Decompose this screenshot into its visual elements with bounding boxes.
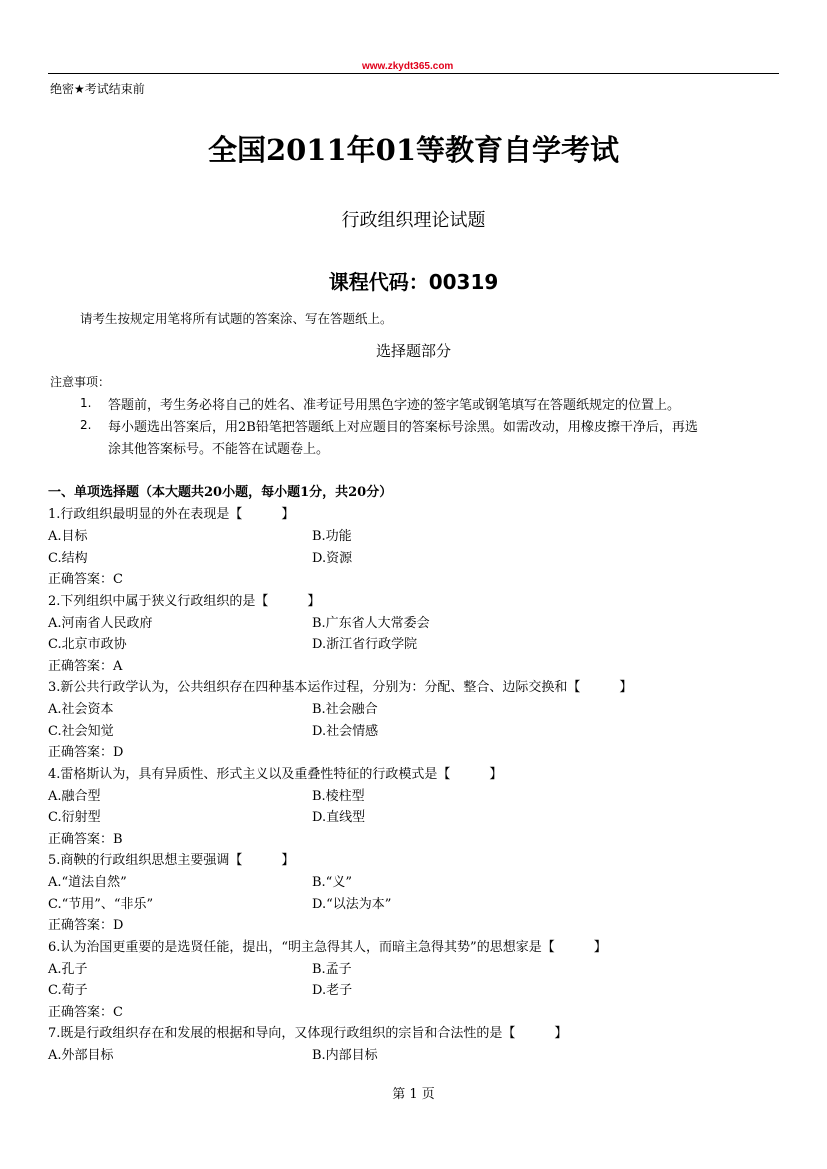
option-d: D.直线型 [312,810,366,825]
option-b: B.棱柱型 [312,789,365,804]
option-a: A.融合型 [48,789,101,804]
option-d: D.老子 [312,983,353,998]
question-stem: 4.雷格斯认为，具有异质性、形式主义以及重叠性特征的行政模式是【 】 [48,767,503,782]
option-d: D.社会情感 [312,724,379,739]
note-text: 每小题选出答案后，用2B铅笔把答题纸上对应题目的答案标号涂黑。如需改动，用橡皮擦干净后，再选 [108,420,698,435]
note-number: 1. [80,396,92,410]
exam-title: 全国2011年01等教育自学考试 [207,133,620,167]
page-number: 第 1 页 [392,1087,435,1102]
option-b: B.“义” [312,875,352,890]
option-a: A.孔子 [48,962,88,977]
option-a: A.外部目标 [48,1048,114,1063]
option-c: C.社会知觉 [48,724,114,739]
correct-answer: 正确答案：D [48,918,124,933]
option-d: D.资源 [312,551,353,566]
instruction: 请考生按规定用笔将所有试题的答案涂、写在答题纸上。 [80,311,393,326]
option-c: C.结构 [48,551,88,566]
question-stem: 3.新公共行政学认为，公共组织存在四种基本运作过程，分别为：分配、整合、边际交换和【 】 [48,680,633,695]
option-a: A.目标 [48,529,88,544]
note-number: 2. [80,418,92,432]
option-b: B.社会融合 [312,702,378,717]
header-url: www.zkydt365.com [362,61,454,72]
option-b: B.内部目标 [312,1048,378,1063]
option-b: B.功能 [312,529,352,544]
course-code: 课程代码：00319 [328,270,499,294]
option-c: C.北京市政协 [48,637,127,652]
option-c: C.“节用”、“非乐” [48,897,154,912]
correct-answer: 正确答案：C [48,1005,123,1020]
option-d: D.浙江省行政学院 [312,637,418,652]
option-c: C.荀子 [48,983,88,998]
option-d: D.“以法为本” [312,897,392,912]
correct-answer: 正确答案：D [48,745,124,760]
option-a: A.“道法自然” [48,875,127,890]
part-title: 选择题部分 [375,342,451,360]
option-c: C.衍射型 [48,810,101,825]
correct-answer: 正确答案：B [48,832,123,847]
notes-heading: 注意事项： [50,375,111,389]
note-text: 答题前，考生务必将自己的姓名、准考证号用黑色字迹的签字笔或钢笔填写在答题纸规定的位置上。 [108,398,681,413]
secret-label: 绝密★考试结束前 [50,82,145,96]
question-stem: 6.认为治国更重要的是选贤任能，提出，“明主急得其人，而暗主急得其势”的思想家是【 】 [48,940,607,955]
correct-answer: 正确答案：A [48,659,123,674]
section-title: 一、单项选择题（本大题共20小题，每小题1分，共20分） [48,485,393,500]
option-a: A.河南省人民政府 [48,616,153,631]
exam-subtitle: 行政组织理论试题 [341,210,486,231]
option-a: A.社会资本 [48,702,114,717]
header-rule [48,73,779,74]
question-stem: 7.既是行政组织存在和发展的根据和导向，又体现行政组织的宗旨和合法性的是【 】 [48,1026,568,1041]
option-b: B.广东省人大常委会 [312,616,430,631]
question-stem: 2.下列组织中属于狭义行政组织的是【 】 [48,594,321,609]
note-text-continued: 涂其他答案标号。不能答在试题卷上。 [108,442,330,457]
question-stem: 1.行政组织最明显的外在表现是【 】 [48,507,295,522]
option-b: B.孟子 [312,962,352,977]
question-stem: 5.商鞅的行政组织思想主要强调【 】 [48,853,295,868]
correct-answer: 正确答案：C [48,572,123,587]
